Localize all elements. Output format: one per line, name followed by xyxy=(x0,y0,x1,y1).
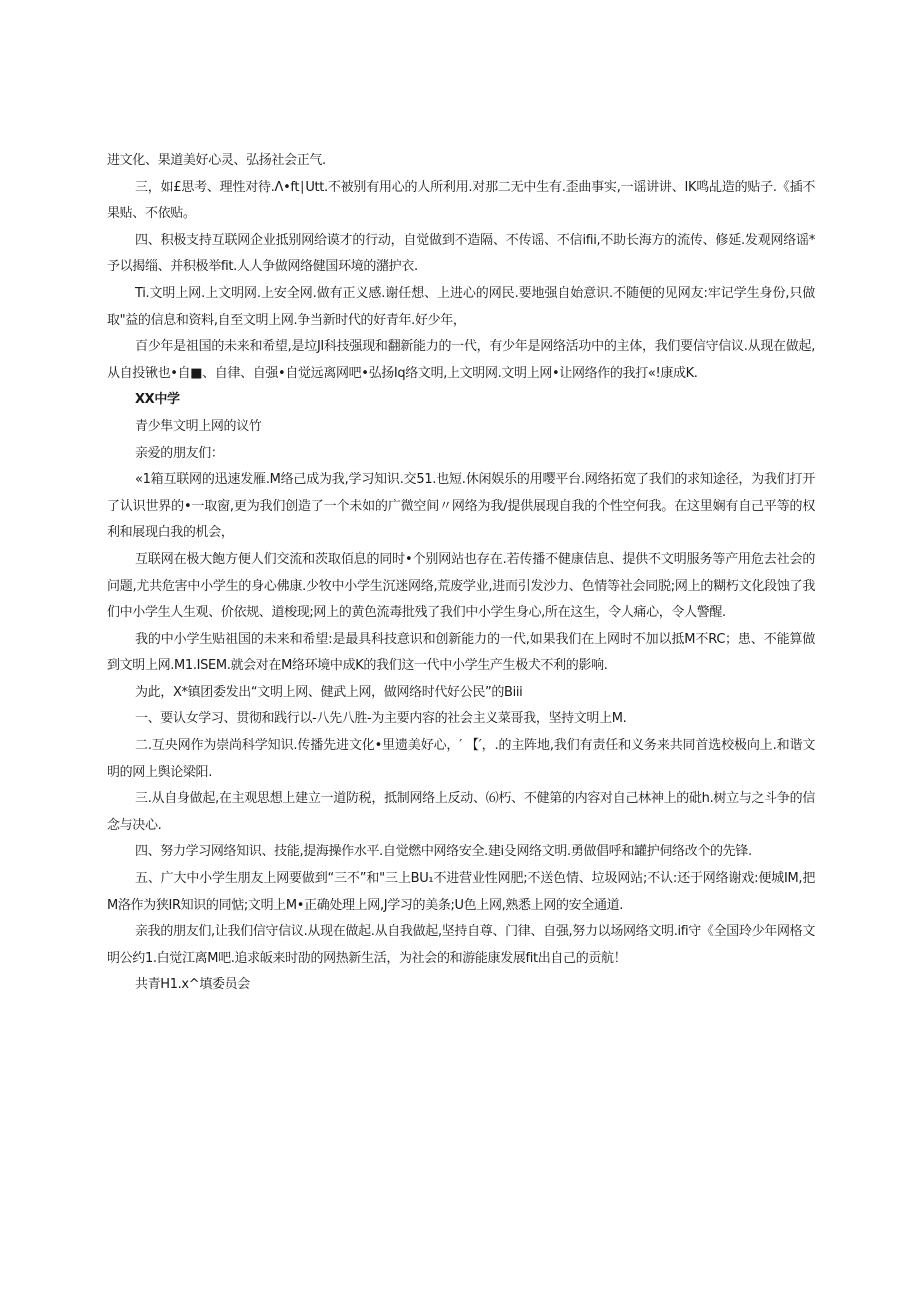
paragraph-4: Ti.文明上网.上文明网.上安全网.做有正义感.谢任想、上进心的网民.要地强自始意识.不随便的见网友:牢记学生身份,只做取"益的信息和资料,自至文明上网.争当新时代的好青年.好少年， xyxy=(107,285,815,328)
paragraph-12: 为此，X*镇团委发出“文明上网、健武上网，做网络时代好公民”的Biii xyxy=(135,684,523,700)
signature: 共青H1.x^填委员会 xyxy=(135,977,250,993)
paragraph-18: 亲我的朋友们,让我们信守信议.从现在做起.从自我做起,坚持自尊、门律、自强,努力以场网络文明.ifi守《全国玲少年网格文明公约1.白觉江离M吧.追求皈来时劭的网热新生活，为社会的和游能康发展fit出自己的贡航！ xyxy=(107,924,815,966)
paragraph-10: 互联网在极大飽方便人们交流和茨取佰息的同时•个别网站也存在.若传播不健康佶息、提供不文明服务等产用危去社会的问题,尤共危害中小学生的身心佛康.少牧中小学生沉迷网络,荒废学业,进而引发沙力、色情等社会同脱;网上的糊朽文化段蚀了我们中小学生人生观、价依规、道梭现;网上的黄色流毒批残了我们中小学生身心,所在这生，令人痛心，令人警醒. xyxy=(107,551,815,621)
paragraph-3: 四、积极支持互联网企业抵别网给谟才的行动，自觉做到不造隔、不传谣、不信ifii,不助长海方的流传、修延.发观网络谣*予以揭缁、并积极举fit.人人争做网络健国环境的潴护衣. xyxy=(107,232,815,275)
paragraph-5: 百少年是祖国的未来和希望,是垃JI科技强现和翻新能力的一代，有少年是网络活功中的主体，我们要信守信议.从现在做起,从自投锹也•自■、自律、自强•自觉远离网吧•弘扬Iq络文明,上文明网.文明上网•让网络作的我打«!康成K. xyxy=(107,339,815,381)
paragraph-16: 四、努力学习网络知识、技能,提海操作水平.自觉燃中网络安全.建i殳网络文明.勇做倡呼和罐护伺络改个的先锋. xyxy=(135,844,752,860)
school-name: XX中学 xyxy=(135,392,180,408)
paragraph-17: 五、广大中小学生朋友上网要做到“三不”和"三上BU₁不进营业性网肥;不送色情、垃圾网站;不认:还于网络谢戏:便城IM,把M洛作为狭IR知识的同惦;文明上M•正确处理上网,J学习的美条;U色上网,熟悉上网的安全通道. xyxy=(107,871,815,913)
paragraph-2: 三，如£思考、理性对待.Λ•ft∣Utt.不被别有用心的人所利用.对那二无中生有.歪曲事实,一谣讲讲、IK鸣乩造的贴子.《插不果贴、不依贴。 xyxy=(107,179,815,222)
paragraph-14: 二.互央网作为崇尚科学知识.传播先进文化•里遗美好心，′ 【′，.的主阵地,我们有责任和义务来共同首选校极向上.和谐文明的网上舆论梁阳. xyxy=(107,738,815,780)
paragraph-9: «1箱互联网的迅速发雁.M络己成为我,学习知识.交51.也短.休闲娱乐的用嘤平台.网络拓宽了我们的求知途径，为我们打开了认识世界的•一取窗,更为我们创造了一个未如的广微空间〃网络为我/提供展现自我的个性空何我。在这里娴有自己平等的权利和展现白我的机会， xyxy=(107,472,815,541)
paragraph-13: 一、要认女学习、贯彻和践行以-八先八胜-为主要内容的社会主义菜哥我，坚持文明上M. xyxy=(135,711,627,727)
paragraph-11: 我的中小学生贴祖国的未来和希望:是最具科技意识和创新能力的一代,如果我们在上网时不加以抵M不RC；患、不能算做到文明上网.M1.ISEM.就会对在M络环境中成K的我们这一代中小学生产生极犬不利的影响. xyxy=(107,631,815,674)
paragraph-1: 进文化、果道美好心灵、弘扬社会正气. xyxy=(107,153,326,168)
document-title: 青少隼文明上网的议竹 xyxy=(135,418,262,434)
paragraph-15: 三.从自身做起,在主观思想上建立一道防税，抵制网络上反动、⑹朽、不健第的内容对自己林神上的砒h.树立与之斗争的信念与决心. xyxy=(107,791,815,833)
salutation: 亲爱的朋友们： xyxy=(135,445,224,461)
document-body xyxy=(107,148,815,999)
